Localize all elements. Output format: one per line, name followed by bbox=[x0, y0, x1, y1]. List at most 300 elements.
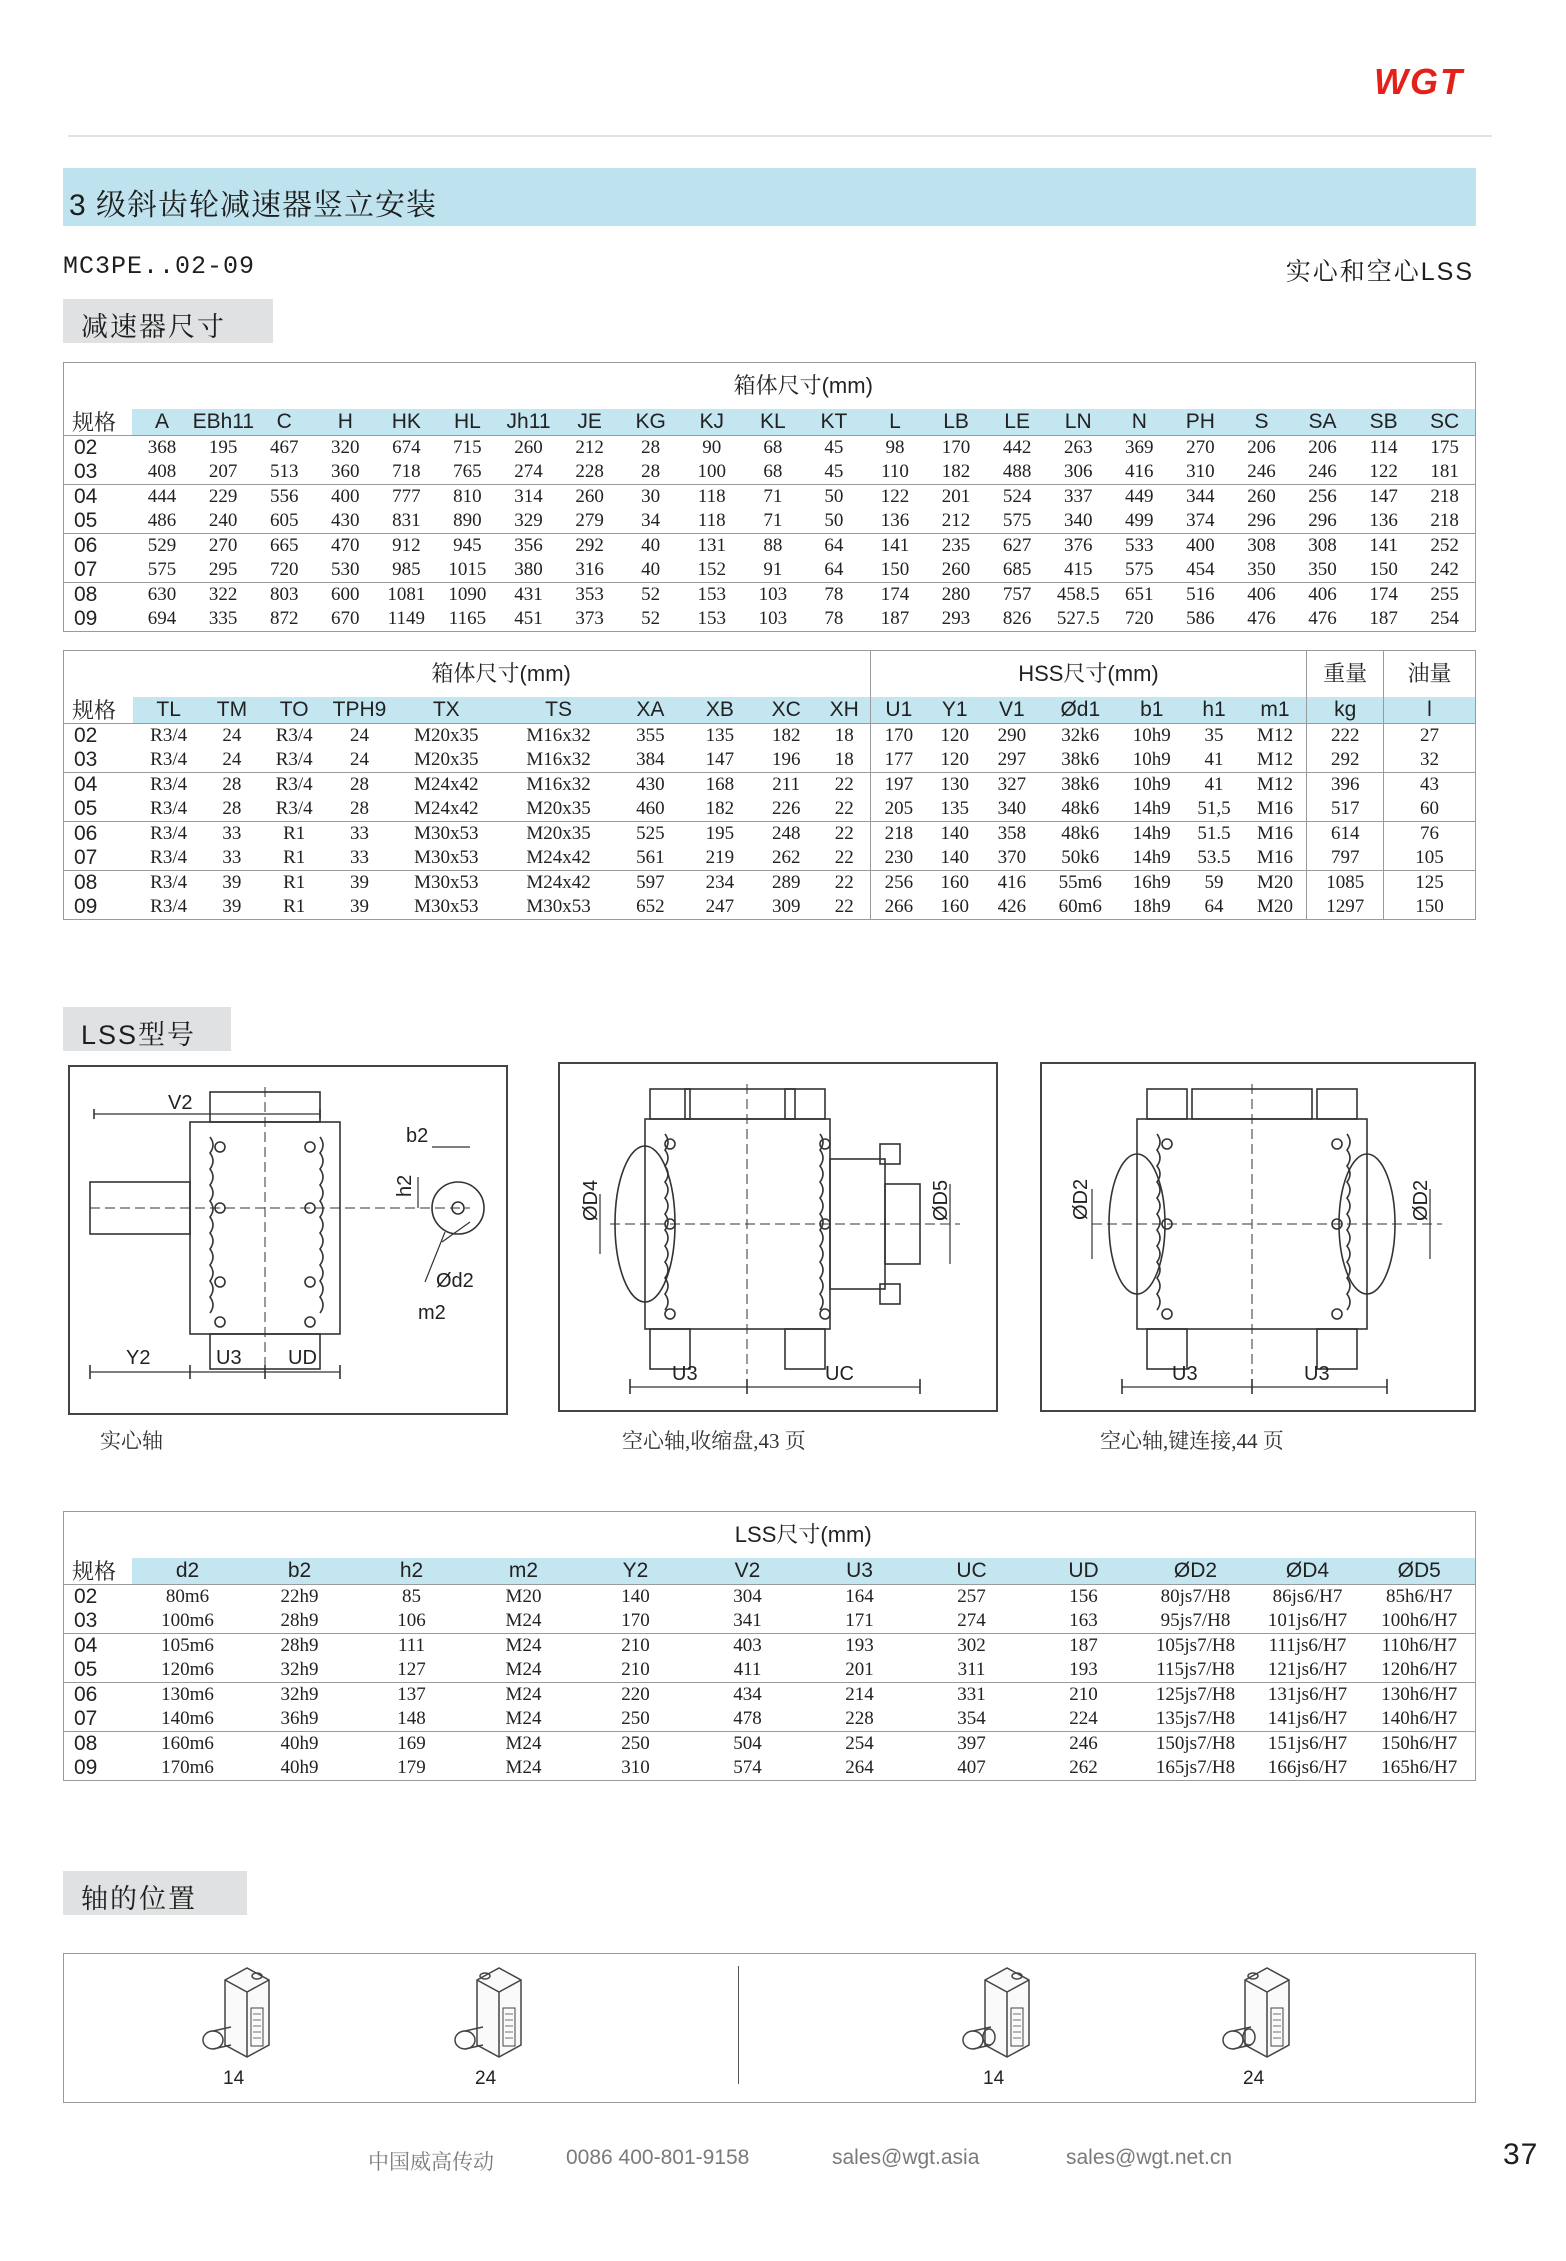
table-cell: 337 bbox=[1063, 485, 1093, 507]
table-cell: M30x53 bbox=[414, 846, 479, 868]
table-cell: 153 bbox=[697, 583, 726, 605]
size-cell: 08 bbox=[74, 582, 98, 606]
column-header: h2 bbox=[356, 1558, 468, 1585]
table-cell: 68 bbox=[763, 436, 783, 458]
column-header: m1 bbox=[1244, 697, 1307, 724]
table-cell: 177 bbox=[870, 748, 927, 773]
table-cell: 308 bbox=[1308, 534, 1337, 556]
table-cell: 354 bbox=[957, 1707, 986, 1729]
table-cell: 98 bbox=[885, 436, 905, 458]
table-cell: R3/4 bbox=[150, 895, 188, 917]
table-cell: M24 bbox=[505, 1756, 542, 1778]
table-cell: 586 bbox=[1186, 607, 1215, 629]
table-cell: 1090 bbox=[448, 583, 487, 605]
table-cell: 499 bbox=[1125, 509, 1154, 531]
table-cell: 314 bbox=[514, 485, 543, 507]
column-header: TM bbox=[204, 697, 259, 724]
table-row bbox=[64, 821, 1476, 846]
table-cell: 765 bbox=[453, 460, 482, 482]
table-cell: 50k6 bbox=[1061, 846, 1100, 868]
table-cell: 78 bbox=[824, 607, 844, 629]
table-cell: M24 bbox=[505, 1732, 542, 1754]
table-cell: 630 bbox=[147, 583, 177, 605]
svg-text:U3: U3 bbox=[216, 1347, 242, 1369]
table-cell: 71 bbox=[763, 509, 783, 531]
table-cell: 247 bbox=[705, 895, 735, 917]
table-cell: 10h9 bbox=[1132, 724, 1171, 746]
table-cell: 187 bbox=[880, 607, 910, 629]
table-cell: 14h9 bbox=[1132, 797, 1171, 819]
table-cell: 120m6 bbox=[161, 1658, 214, 1680]
section-lss-type: LSS型号 bbox=[63, 1007, 231, 1051]
table-cell: 254 bbox=[1430, 607, 1459, 629]
table-cell: 426 bbox=[997, 895, 1027, 917]
table2-hss-caption: HSS尺寸(mm) bbox=[870, 651, 1307, 697]
column-header: kg bbox=[1307, 697, 1384, 724]
column-header: A bbox=[132, 409, 193, 436]
table-cell: 59 bbox=[1204, 871, 1224, 893]
table-cell: 40h9 bbox=[280, 1756, 319, 1778]
table-cell: 38k6 bbox=[1061, 748, 1100, 770]
table-cell: 670 bbox=[331, 607, 360, 629]
column-header: XH bbox=[819, 697, 870, 724]
table-cell: 533 bbox=[1125, 534, 1154, 556]
table-cell: 131 bbox=[697, 534, 726, 556]
table-cell: 467 bbox=[269, 436, 299, 458]
footer-email-asia[interactable]: sales@wgt.asia bbox=[832, 2146, 980, 2169]
table-cell: 248 bbox=[771, 822, 801, 844]
table-cell: 449 bbox=[1125, 485, 1154, 507]
table-cell: 163 bbox=[1069, 1609, 1098, 1631]
svg-text:m2: m2 bbox=[418, 1302, 446, 1324]
table-cell: 64 bbox=[824, 534, 844, 556]
table-cell: 32h9 bbox=[280, 1658, 319, 1680]
table-cell: 103 bbox=[758, 583, 788, 605]
column-header: Jh11 bbox=[498, 409, 559, 436]
table-row bbox=[64, 558, 1476, 583]
table-cell: 329 bbox=[514, 509, 543, 531]
figure-hollow-keyed-caption: 空心轴,键连接,44 页 bbox=[1100, 1429, 1284, 1453]
column-header: SB bbox=[1353, 409, 1414, 436]
table-cell: 222 bbox=[1307, 723, 1384, 748]
table-cell: R3/4 bbox=[275, 748, 313, 770]
table-cell: 140h6/H7 bbox=[1381, 1707, 1458, 1729]
column-header: H bbox=[315, 409, 376, 436]
svg-text:UD: UD bbox=[288, 1347, 317, 1369]
column-header: U3 bbox=[804, 1558, 916, 1585]
table-cell: 720 bbox=[1125, 607, 1154, 629]
column-header: L bbox=[864, 409, 925, 436]
table-cell: 18h9 bbox=[1132, 895, 1171, 917]
footer-company: 中国威高传动 bbox=[368, 2151, 494, 2174]
table-cell: 224 bbox=[1069, 1707, 1098, 1729]
table-cell: 150h6/H7 bbox=[1381, 1732, 1458, 1754]
footer-email-cn[interactable]: sales@wgt.net.cn bbox=[1066, 2146, 1233, 2169]
shaft-position-icon bbox=[1205, 1960, 1315, 2100]
table-cell: 120 bbox=[940, 724, 969, 746]
table-cell: 174 bbox=[880, 583, 910, 605]
table-cell: 22 bbox=[834, 846, 854, 868]
table-cell: 220 bbox=[621, 1683, 650, 1705]
table-cell: M24x42 bbox=[526, 871, 591, 893]
table-cell: 22 bbox=[834, 822, 854, 844]
table-cell: 376 bbox=[1063, 534, 1093, 556]
column-header: d2 bbox=[132, 1558, 244, 1585]
table-cell: 694 bbox=[147, 607, 177, 629]
table-cell: 34 bbox=[641, 509, 661, 531]
table-cell: 1165 bbox=[448, 607, 487, 629]
table-cell: R1 bbox=[283, 822, 306, 844]
table-cell: 40 bbox=[641, 534, 661, 556]
table-cell: 122 bbox=[880, 485, 910, 507]
column-header: Y2 bbox=[580, 1558, 692, 1585]
table-cell: 150 bbox=[1369, 558, 1398, 580]
table-cell: 260 bbox=[575, 485, 604, 507]
table-cell: 50 bbox=[824, 509, 844, 531]
table-cell: 380 bbox=[514, 558, 543, 580]
svg-text:ØD2: ØD2 bbox=[1410, 1179, 1432, 1221]
table-cell: 130h6/H7 bbox=[1381, 1683, 1458, 1705]
table-cell: 430 bbox=[636, 773, 665, 795]
table-cell: 127 bbox=[397, 1658, 426, 1680]
table-cell: 872 bbox=[269, 607, 299, 629]
table-cell: 16h9 bbox=[1132, 871, 1171, 893]
table-cell: 187 bbox=[1369, 607, 1398, 629]
table-cell: 10h9 bbox=[1132, 748, 1171, 770]
table-cell: 120h6/H7 bbox=[1381, 1658, 1458, 1680]
column-header: SC bbox=[1414, 409, 1475, 436]
shaft-position-label: 14 bbox=[223, 2068, 245, 2089]
table-cell: 327 bbox=[997, 773, 1027, 795]
table-cell: 777 bbox=[392, 485, 421, 507]
table-cell: 160m6 bbox=[161, 1732, 214, 1754]
figure-hollow-shrink-disk bbox=[558, 1062, 998, 1412]
table-cell: R3/4 bbox=[275, 724, 313, 746]
table-cell: 517 bbox=[1307, 797, 1384, 822]
table-cell: 147 bbox=[1369, 485, 1398, 507]
column-header: b1 bbox=[1119, 697, 1184, 724]
size-cell: 08 bbox=[74, 870, 98, 894]
table-cell: 170 bbox=[941, 436, 971, 458]
column-header: Y1 bbox=[927, 697, 982, 724]
table-cell: 218 bbox=[870, 821, 927, 846]
table-cell: 212 bbox=[941, 509, 971, 531]
table-cell: 60m6 bbox=[1058, 895, 1102, 917]
table-cell: M20 bbox=[505, 1585, 542, 1607]
table-row bbox=[64, 460, 1476, 485]
table-cell: 111 bbox=[397, 1634, 426, 1656]
table-cell: 175 bbox=[1430, 436, 1459, 458]
table-cell: 48k6 bbox=[1061, 822, 1100, 844]
table-cell: 256 bbox=[870, 870, 927, 895]
size-cell: 05 bbox=[74, 508, 98, 532]
table-cell: 197 bbox=[870, 772, 927, 797]
size-cell: 08 bbox=[74, 1731, 98, 1755]
table-cell: M20x35 bbox=[526, 822, 591, 844]
table-cell: 78 bbox=[824, 583, 844, 605]
table-row bbox=[64, 895, 1476, 920]
shaft-position-divider bbox=[738, 1966, 739, 2084]
size-header: 规格 bbox=[64, 363, 132, 436]
table-cell: 415 bbox=[1063, 558, 1093, 580]
size-cell: 05 bbox=[74, 1657, 98, 1681]
table-cell: M16x32 bbox=[526, 748, 591, 770]
size-cell: 04 bbox=[74, 772, 98, 796]
table-cell: 266 bbox=[870, 895, 927, 920]
table-cell: 135 bbox=[705, 724, 735, 746]
table-cell: 370 bbox=[997, 846, 1027, 868]
table-cell: 28 bbox=[222, 773, 242, 795]
table-cell: 310 bbox=[621, 1756, 650, 1778]
table-cell: 302 bbox=[957, 1634, 986, 1656]
size-cell: 06 bbox=[74, 1682, 98, 1706]
column-header: SA bbox=[1292, 409, 1353, 436]
table-cell: 18 bbox=[834, 748, 854, 770]
table-cell: 148 bbox=[397, 1707, 426, 1729]
table-cell: 156 bbox=[1069, 1585, 1098, 1607]
table-cell: 150 bbox=[880, 558, 910, 580]
table-cell: 193 bbox=[1069, 1658, 1098, 1680]
table-cell: 60 bbox=[1383, 797, 1475, 822]
model-code: MC3PE..02-09 bbox=[63, 252, 256, 281]
svg-text:U3: U3 bbox=[672, 1363, 698, 1385]
table-cell: 279 bbox=[575, 509, 604, 531]
table-cell: 131js6/H7 bbox=[1267, 1683, 1348, 1705]
column-header: EBh11 bbox=[193, 409, 254, 436]
table-cell: 309 bbox=[771, 895, 801, 917]
table-cell: 1149 bbox=[387, 607, 425, 629]
table-cell: 141js6/H7 bbox=[1267, 1707, 1348, 1729]
table-cell: 260 bbox=[941, 558, 971, 580]
table-cell: 165js7/H8 bbox=[1155, 1756, 1236, 1778]
size-cell: 04 bbox=[74, 1633, 98, 1657]
table-cell: 150 bbox=[1383, 895, 1475, 920]
table-cell: 476 bbox=[1247, 607, 1276, 629]
footer-phone[interactable]: 0086 400-801-9158 bbox=[566, 2146, 750, 2169]
svg-text:h2: h2 bbox=[394, 1174, 416, 1197]
table-row bbox=[64, 582, 1476, 607]
table-cell: 575 bbox=[147, 558, 177, 580]
table-row bbox=[64, 509, 1476, 534]
table-cell: 826 bbox=[1002, 607, 1032, 629]
column-header: PH bbox=[1170, 409, 1231, 436]
column-header: ØD5 bbox=[1364, 1558, 1476, 1585]
table-cell: 358 bbox=[997, 822, 1027, 844]
table-cell: 262 bbox=[771, 846, 801, 868]
table-cell: 22 bbox=[834, 797, 854, 819]
table-cell: R3/4 bbox=[150, 797, 188, 819]
table-cell: 355 bbox=[636, 724, 665, 746]
table-cell: M20 bbox=[1257, 871, 1293, 893]
table-cell: 71 bbox=[763, 485, 783, 507]
table-cell: 160 bbox=[940, 895, 969, 917]
table-cell: 1015 bbox=[448, 558, 487, 580]
size-cell: 04 bbox=[74, 484, 98, 508]
table-cell: 295 bbox=[208, 558, 238, 580]
column-header: TPH9 bbox=[329, 697, 390, 724]
table-cell: 152 bbox=[697, 558, 726, 580]
table-cell: 627 bbox=[1002, 534, 1032, 556]
svg-text:Ød2: Ød2 bbox=[436, 1270, 474, 1292]
table-row bbox=[64, 723, 1476, 748]
table-cell: 45 bbox=[824, 460, 844, 482]
table-cell: 165h6/H7 bbox=[1381, 1756, 1458, 1778]
table-cell: 274 bbox=[957, 1609, 986, 1631]
table-cell: 290 bbox=[997, 724, 1027, 746]
table-cell: 85 bbox=[402, 1585, 421, 1607]
table-cell: 246 bbox=[1308, 460, 1337, 482]
title-bar bbox=[63, 168, 1476, 226]
table-cell: 264 bbox=[845, 1756, 874, 1778]
table-cell: 51,5 bbox=[1197, 797, 1231, 819]
table-cell: 353 bbox=[575, 583, 604, 605]
table-cell: R3/4 bbox=[150, 822, 188, 844]
table-cell: 35 bbox=[1204, 724, 1224, 746]
table-cell: 516 bbox=[1186, 583, 1215, 605]
table-cell: 527.5 bbox=[1056, 607, 1100, 629]
column-header: LN bbox=[1048, 409, 1109, 436]
table-cell: 105 bbox=[1383, 846, 1475, 871]
table-cell: 50 bbox=[824, 485, 844, 507]
table-cell: 212 bbox=[575, 436, 604, 458]
table-cell: 210 bbox=[1069, 1683, 1098, 1705]
table-cell: 125js7/H8 bbox=[1155, 1683, 1236, 1705]
table-cell: R3/4 bbox=[275, 773, 313, 795]
table-row bbox=[64, 1633, 1476, 1658]
table-cell: M16x32 bbox=[526, 724, 591, 746]
table-cell: 384 bbox=[636, 748, 665, 770]
table-cell: 434 bbox=[733, 1683, 762, 1705]
table-cell: 115js7/H8 bbox=[1156, 1658, 1235, 1680]
table-cell: 296 bbox=[1308, 509, 1337, 531]
table-cell: 120 bbox=[940, 748, 969, 770]
table-row bbox=[64, 607, 1476, 632]
table-cell: 24 bbox=[222, 748, 242, 770]
table-cell: 210 bbox=[621, 1634, 650, 1656]
table2-weight-caption: 重量 bbox=[1307, 651, 1384, 697]
table-cell: 182 bbox=[941, 460, 971, 482]
table-cell: 121js6/H7 bbox=[1267, 1658, 1348, 1680]
table-cell: 344 bbox=[1186, 485, 1215, 507]
table-cell: 118 bbox=[697, 509, 726, 531]
table-cell: 263 bbox=[1063, 436, 1093, 458]
table-cell: 575 bbox=[1125, 558, 1154, 580]
table2-oil-caption: 油量 bbox=[1383, 651, 1475, 697]
table-cell: 14h9 bbox=[1132, 846, 1171, 868]
table-cell: 218 bbox=[1430, 509, 1459, 531]
table-cell: 136 bbox=[880, 509, 910, 531]
table-cell: 53.5 bbox=[1197, 846, 1231, 868]
table-cell: 153 bbox=[697, 607, 726, 629]
section-shaft-position: 轴的位置 bbox=[63, 1871, 247, 1915]
table-cell: 252 bbox=[1430, 534, 1459, 556]
table-cell: 293 bbox=[941, 607, 971, 629]
table-cell: 39 bbox=[222, 871, 242, 893]
table-cell: M12 bbox=[1257, 773, 1293, 795]
table-cell: 193 bbox=[845, 1634, 874, 1656]
table-cell: M30x53 bbox=[526, 895, 591, 917]
svg-text:U3: U3 bbox=[1304, 1363, 1330, 1385]
table-cell: 341 bbox=[733, 1609, 762, 1631]
table-cell: M12 bbox=[1257, 748, 1293, 770]
table-cell: 86js6/H7 bbox=[1272, 1585, 1343, 1607]
column-header: m2 bbox=[468, 1558, 580, 1585]
table-cell: 147 bbox=[705, 748, 735, 770]
table-row bbox=[64, 435, 1476, 460]
table-cell: 33 bbox=[350, 822, 370, 844]
table-cell: R3/4 bbox=[150, 871, 188, 893]
table-row bbox=[64, 870, 1476, 895]
table-cell: 43 bbox=[1383, 772, 1475, 797]
column-header: XC bbox=[754, 697, 819, 724]
figure-hollow-shrink-disk-caption: 空心轴,收缩盘,43 页 bbox=[622, 1429, 806, 1453]
table-cell: 211 bbox=[772, 773, 801, 795]
table-cell: 30 bbox=[641, 485, 661, 507]
table-cell: 360 bbox=[331, 460, 360, 482]
table-cell: M20 bbox=[1257, 895, 1293, 917]
table-cell: 320 bbox=[331, 436, 360, 458]
table-cell: 226 bbox=[771, 797, 801, 819]
table-cell: 205 bbox=[870, 797, 927, 822]
table-cell: 170 bbox=[870, 723, 927, 748]
table-cell: 41 bbox=[1204, 773, 1224, 795]
table-cell: 260 bbox=[514, 436, 543, 458]
table-cell: 831 bbox=[392, 509, 421, 531]
table-cell: M24 bbox=[505, 1658, 542, 1680]
column-header: TO bbox=[259, 697, 328, 724]
figure-hollow-keyed bbox=[1040, 1062, 1476, 1412]
table-cell: 280 bbox=[941, 583, 971, 605]
table-cell: 28h9 bbox=[280, 1634, 319, 1656]
column-header: UD bbox=[1028, 1558, 1140, 1585]
table-cell: 91 bbox=[763, 558, 783, 580]
table-cell: 218 bbox=[1430, 485, 1459, 507]
table-cell: 210 bbox=[621, 1658, 650, 1680]
shaft-position-icon bbox=[437, 1960, 547, 2100]
column-header: HL bbox=[437, 409, 498, 436]
table-cell: 292 bbox=[575, 534, 604, 556]
table-cell: R3/4 bbox=[150, 748, 188, 770]
table-cell: 240 bbox=[208, 509, 238, 531]
table-cell: 52 bbox=[641, 583, 661, 605]
column-header: h1 bbox=[1184, 697, 1243, 724]
table-cell: M24x42 bbox=[526, 846, 591, 868]
table-cell: 400 bbox=[1186, 534, 1215, 556]
table-cell: 488 bbox=[1002, 460, 1032, 482]
size-cell: 03 bbox=[74, 747, 98, 771]
table-cell: 297 bbox=[997, 748, 1027, 770]
table-cell: 38k6 bbox=[1061, 773, 1100, 795]
table-cell: 33 bbox=[222, 846, 242, 868]
table-cell: 140 bbox=[940, 822, 969, 844]
table-cell: 230 bbox=[870, 846, 927, 871]
table-cell: 614 bbox=[1307, 821, 1384, 846]
column-header: TS bbox=[502, 697, 614, 724]
table-cell: 340 bbox=[1063, 509, 1093, 531]
table-cell: 292 bbox=[1307, 748, 1384, 773]
size-cell: 09 bbox=[74, 894, 98, 918]
table-cell: R3/4 bbox=[275, 797, 313, 819]
table-cell: 80js7/H8 bbox=[1160, 1585, 1231, 1607]
size-cell: 06 bbox=[74, 533, 98, 557]
table-cell: 486 bbox=[147, 509, 177, 531]
size-header: 规格 bbox=[64, 651, 133, 724]
table-cell: M16 bbox=[1257, 797, 1293, 819]
table-cell: M20x35 bbox=[414, 748, 479, 770]
table-cell: 135js7/H8 bbox=[1155, 1707, 1236, 1729]
figure-solid-shaft-caption: 实心轴 bbox=[100, 1429, 163, 1453]
table-row bbox=[64, 748, 1476, 773]
